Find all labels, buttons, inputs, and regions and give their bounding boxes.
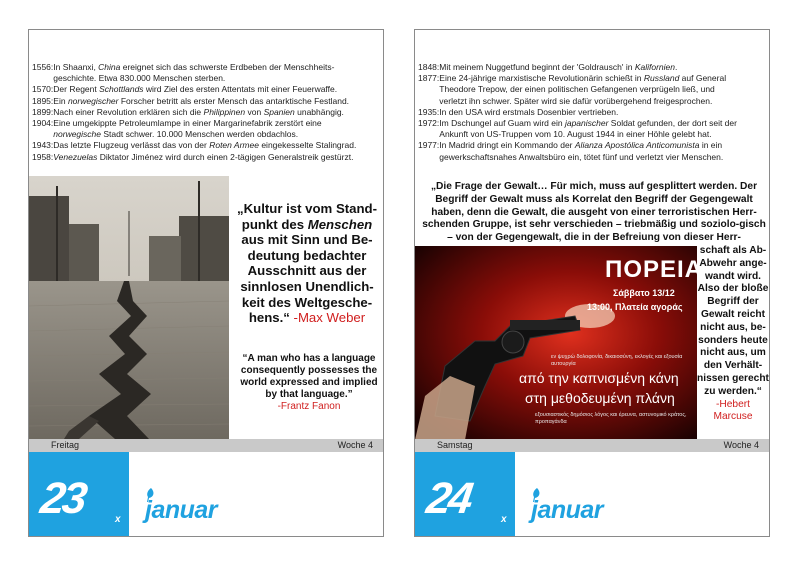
poster-date: Σάββατο 13/12 — [613, 288, 675, 298]
calendar-page-saturday — [414, 29, 770, 537]
quote-author: -Max Weber — [289, 310, 366, 326]
event-text: Ein norwegischer Forscher betritt als erster Mensch das antarktische Festland. — [53, 95, 350, 106]
event-year: 1877: — [418, 73, 440, 84]
event-text: Mit meinem Nuggetfund beginnt der 'Goldrausch' in Kalifornien. — [439, 62, 678, 72]
day-footer-bar — [29, 439, 383, 452]
event-entry — [32, 140, 382, 151]
quote-herbert-marcuse-continued: schaft als Ab-Abwehr ange-wandt wird. Also der bloße Begriff der Gewalt reicht nicht aus, be-sonders heute nicht aus, um den Verhält-nissen gerecht zu werden.“ -Hebert Marcuse — [697, 245, 769, 423]
event-year: 1556: — [32, 62, 54, 72]
event-year: 1972: — [418, 118, 440, 129]
event-text: Eine umgekippte Petroleumlampe in einer Margarinefabrik zerstört eine norwegische Stadt schwer. 10.000 Menschen werden obdachlos. — [53, 118, 322, 140]
event-year: 1958: — [32, 151, 54, 162]
month-label: januar — [145, 496, 218, 524]
quote-max-weber: „Kultur ist vom Stand-punkt des Menschen aus mit Sinn und Be-deutung bedachter Ausschnitt aus der sinnlosen Unendlich-keit des Weltgesche-hens.“ -Max Weber — [237, 201, 377, 326]
quote-herbert-marcuse: „Die Frage der Gewalt… Für mich, muss auf gesplittert werden. Der Begriff der Gewalt muss als Korrelat den Begriff der Gegengewalt haben, denn die Gewalt, die ausgeht von einer terroristischen Herr-schenden Gruppe, ist sehr verschieden – triebmäßig und soziolo-gisch – von der Gegengewalt, die in der Befreiung von dieser Herr- — [422, 181, 766, 244]
day-footer-bar — [415, 439, 769, 452]
weekday-label: Freitag — [51, 440, 80, 450]
quote-author: -Hebert Marcuse — [713, 398, 753, 423]
date-mark: x — [501, 514, 507, 525]
event-year: 1895: — [32, 95, 54, 106]
poster-fine-print: εν ψυχρώ δολοφονία, δικαιοσύνη, εκλογές και εξουσία αυτουργία — [551, 354, 683, 367]
poster-slogan-1: από την καπνισμένη κάνη — [519, 370, 679, 386]
event-year: 1943: — [32, 140, 54, 151]
week-label: Woche 4 — [337, 440, 373, 450]
event-entry — [32, 84, 382, 95]
weekday-label: Samstag — [437, 440, 473, 450]
event-year: 1977: — [418, 140, 440, 151]
month-label: januar — [531, 496, 604, 524]
event-text: In Shaanxi, China ereignet sich das schwerste Erdbeben der Menschheits- geschichte. Etwa 830.000 Menschen sterben. — [53, 62, 335, 84]
poster-slogan-2: στη μεθοδευμένη πλάνη — [525, 390, 675, 406]
event-text: Das letzte Flugzeug verlässt das von der Roten Armee eingekesselte Stalingrad. — [53, 140, 357, 151]
date-block — [29, 452, 129, 537]
poster-time-place: 13:00, Πλατεία αγοράς — [587, 302, 683, 312]
quote-author: -Frantz Fanon — [277, 401, 341, 412]
event-entry — [32, 62, 382, 84]
event-entry — [418, 140, 768, 162]
event-entry — [418, 118, 768, 140]
event-entry — [32, 118, 382, 140]
event-text: Eine 24-jährige marxistische Revolutionärin schießt in Russland auf General Theodore Trepow, der einen politischen Gefangenen verprügeln ließ, und verletzt ihn schwer. Später wird sie dafür vorübergehend freigesprochen. — [439, 73, 727, 106]
demo-poster — [415, 246, 704, 440]
history-events-list — [32, 62, 382, 163]
day-number: 24 — [423, 474, 474, 523]
event-entry — [418, 73, 768, 107]
event-text: Venezuelas Diktator Jiménez wird durch einen 2-tägigen Generalstreik gestürzt. — [53, 151, 354, 162]
event-year: 1899: — [32, 106, 54, 117]
event-entry — [32, 107, 382, 118]
poster-fine-print-2: εξουσιαστικός δημόσιος λόγος και έρευνα, αστυνομικό κράτος, προπαγάνδα — [535, 412, 687, 425]
event-text: Im Dschungel auf Guam wird ein japanischer Soldat gefunden, der dort seit der Ankunft von US-Truppen vom 10. August 1944 in einer Höhle gelebt hat. — [439, 118, 737, 140]
event-text: In Madrid dringt ein Kommando der Alianza Apostólica Anticomunista in ein gewerkschaftsnahes Anwaltsbüro ein, tötet fünf und verletzt vier Menschen. — [439, 140, 724, 162]
event-entry — [32, 152, 382, 163]
poster-title: ΠΟΡΕΙΑ — [605, 256, 704, 283]
event-year: 1935: — [418, 106, 440, 117]
event-entry — [418, 107, 768, 118]
cracked-street-image — [29, 176, 229, 439]
event-year: 1570: — [32, 84, 54, 95]
day-number: 23 — [37, 474, 88, 523]
quote-frantz-fanon: “A man who has a language consequently possesses the world expressed and implied by that language.” -Frantz Fanon — [235, 353, 383, 413]
event-text: In den USA wird erstmals Dosenbier vertrieben. — [439, 106, 619, 117]
event-year: 1848: — [418, 62, 440, 72]
history-events-list — [418, 62, 768, 163]
date-mark: x — [115, 514, 121, 525]
event-text: Nach einer Revolution erklären sich die Philippinen von Spanien unabhängig. — [53, 106, 344, 117]
event-entry — [418, 62, 768, 73]
event-entry — [32, 96, 382, 107]
event-text: Der Regent Schottlands wird Ziel des ersten Attentats mit einer Feuerwaffe. — [53, 84, 338, 95]
date-block — [415, 452, 515, 537]
event-year: 1904: — [32, 118, 54, 129]
week-label: Woche 4 — [723, 440, 759, 450]
calendar-page-friday — [28, 29, 384, 537]
